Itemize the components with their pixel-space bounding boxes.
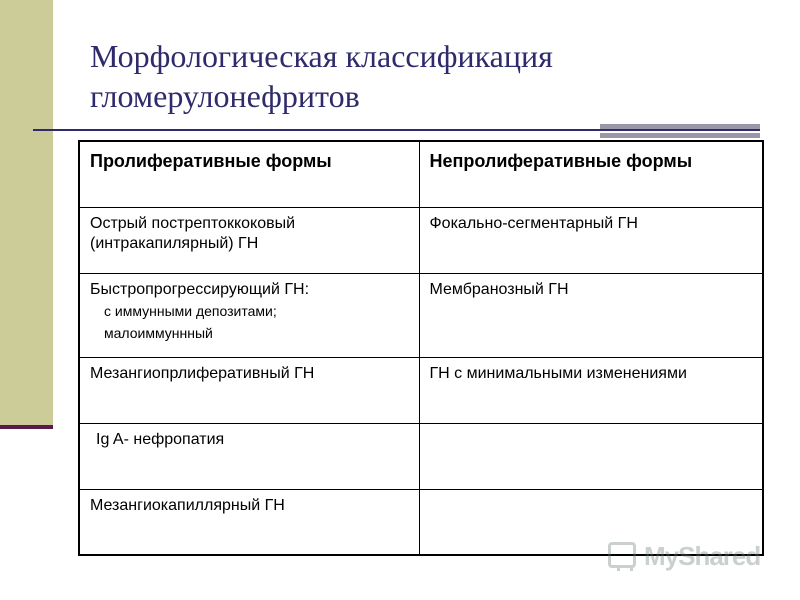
classification-table [78,140,764,556]
table-cell [79,273,419,357]
table-row [79,207,763,273]
header-nonproliferative: Непролиферативные формы [419,141,763,207]
table-row [79,357,763,423]
table-cell: Мембранозный ГН [419,273,763,357]
header-proliferative: Пролиферативные формы [79,141,419,207]
decorative-side-bar-accent [0,425,53,429]
slide-title: Морфологическая классификация гломерулонефритов [90,38,553,114]
watermark [608,540,763,572]
cell-main-text: Быстропрогрессирующий ГН: [90,280,310,298]
table-row [79,273,763,357]
presentation-board-icon [608,542,636,568]
table-cell: Мезангиопрлиферативный ГН [79,357,419,423]
decorative-side-bar [0,0,53,425]
table-cell: Фокально-сегментарный ГН [419,207,763,273]
table-cell [79,423,419,489]
table-row [79,423,763,489]
cell-text: Ig A- нефропатия [96,430,225,448]
cell-sub-item: с иммунными депозитами; [104,302,277,319]
decorative-stripes [600,124,760,138]
table-cell [419,423,763,489]
table-header-row [79,141,763,207]
table-cell: Острый пострептоккоковый (интракапилярный) ГН [79,207,419,273]
table-cell: ГН с минимальными изменениями [419,357,763,423]
cell-sub-item: малоиммуннный [104,324,213,341]
table-cell: Мезангиокапиллярный ГН [79,489,419,555]
watermark-text: MyShared [644,541,761,571]
